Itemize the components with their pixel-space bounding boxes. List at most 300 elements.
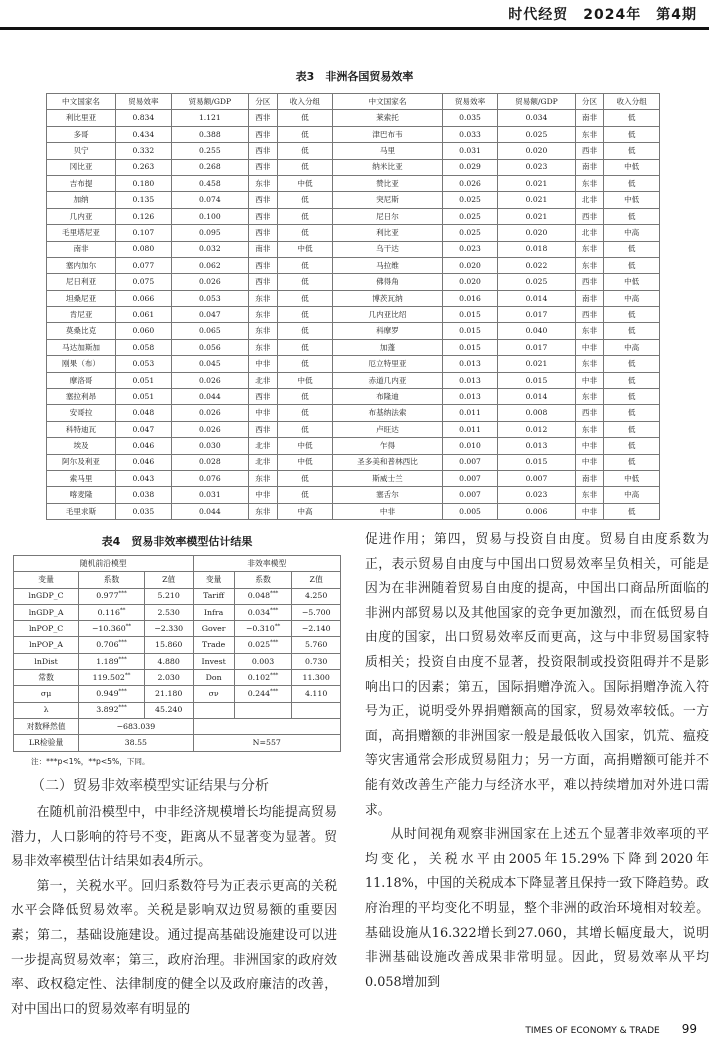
table3-caption: 表3 非洲各国贸易效率 xyxy=(295,70,414,83)
table3-cell: 科特迪瓦 xyxy=(47,421,116,437)
table3-cell: 0.100 xyxy=(171,208,248,224)
table3-cell: 低 xyxy=(277,356,333,372)
table3-header-cell: 分区 xyxy=(575,94,604,110)
table4-var-cell: σν xyxy=(193,686,234,702)
table3-cell: 贝宁 xyxy=(47,143,116,159)
table3-cell: 中低 xyxy=(604,274,660,290)
significance-stars: *** xyxy=(118,704,127,711)
table4-z-cell: −5.700 xyxy=(292,604,341,620)
table4-loglik-row xyxy=(14,718,341,734)
table3-cell: 博茨瓦纳 xyxy=(333,290,442,306)
table3-cell: 0.011 xyxy=(442,405,498,421)
table3-cell: 赤道几内亚 xyxy=(333,372,442,388)
table3-cell: 低 xyxy=(604,389,660,405)
table3-cell: 中低 xyxy=(277,454,333,470)
table3-cell: 低 xyxy=(604,503,660,519)
table3-cell: 0.126 xyxy=(116,208,172,224)
table3-cell: 0.061 xyxy=(116,307,172,323)
table3-cell: 中非 xyxy=(575,339,604,355)
table3-cell: 0.029 xyxy=(442,159,498,175)
table3-cell: 西非 xyxy=(248,159,277,175)
table3-cell: 加蓬 xyxy=(333,339,442,355)
table3-cell: 东非 xyxy=(575,421,604,437)
table3-cell: 西非 xyxy=(575,143,604,159)
table3 xyxy=(46,93,660,520)
table-row xyxy=(47,159,660,175)
table3-cell: 0.263 xyxy=(116,159,172,175)
table3-cell: 厄立特里亚 xyxy=(333,356,442,372)
table4-header-cell: Z值 xyxy=(292,572,341,588)
table3-cell: 低 xyxy=(604,405,660,421)
page-footer xyxy=(525,1022,697,1036)
table3-cell: 西非 xyxy=(575,208,604,224)
table4-var-cell: lnDist xyxy=(14,653,79,669)
table3-cell: 莱索托 xyxy=(333,110,442,126)
table3-cell: 中高 xyxy=(604,290,660,306)
table3-cell: 0.015 xyxy=(442,339,498,355)
table3-cell: 0.013 xyxy=(442,356,498,372)
table3-cell: 喀麦隆 xyxy=(47,487,116,503)
table3-cell: 0.044 xyxy=(171,503,248,519)
table3-header-cell: 贸易效率 xyxy=(116,94,172,110)
table3-cell: 低 xyxy=(277,110,333,126)
table3-cell: 圣多美和普林西比 xyxy=(333,454,442,470)
table3-cell: 南非 xyxy=(575,470,604,486)
table-row xyxy=(14,686,341,702)
table3-cell: 0.048 xyxy=(116,405,172,421)
table4-lr-label: LR检验量 xyxy=(14,735,79,751)
table3-cell: 东非 xyxy=(248,503,277,519)
table3-cell: 0.013 xyxy=(442,372,498,388)
table3-cell: 南非 xyxy=(575,110,604,126)
table4-empty-cell xyxy=(193,718,340,734)
table4-coef-cell: 0.949*** xyxy=(79,686,145,702)
significance-stars: ** xyxy=(125,623,132,630)
table3-cell: 0.268 xyxy=(171,159,248,175)
table3-cell: 0.065 xyxy=(171,323,248,339)
significance-stars: ** xyxy=(124,672,131,679)
table3-cell: 0.834 xyxy=(116,110,172,126)
table-row xyxy=(47,372,660,388)
table3-cell: 纳米比亚 xyxy=(333,159,442,175)
table3-cell: 东非 xyxy=(575,487,604,503)
table3-cell: 0.014 xyxy=(498,389,575,405)
table3-cell: 利比里亚 xyxy=(47,110,116,126)
running-header: 时代经贸 2024年 第4期 xyxy=(508,7,697,23)
table3-cell: 0.434 xyxy=(116,126,172,142)
table3-cell: 东非 xyxy=(575,241,604,257)
table3-cell: 0.026 xyxy=(171,372,248,388)
table3-cell: 0.022 xyxy=(498,257,575,273)
table3-cell: 南非 xyxy=(575,290,604,306)
table4-coef-cell: 0.977*** xyxy=(79,588,145,604)
table3-cell: 埃及 xyxy=(47,438,116,454)
table-row xyxy=(47,454,660,470)
table3-cell: 冈比亚 xyxy=(47,159,116,175)
table3-cell: 肯尼亚 xyxy=(47,307,116,323)
table3-cell: 中低 xyxy=(277,372,333,388)
table3-cell: 0.075 xyxy=(116,274,172,290)
table4-z-cell: 5.210 xyxy=(144,588,193,604)
table3-cell: 东非 xyxy=(248,339,277,355)
significance-stars: ** xyxy=(274,623,281,630)
table3-cell: 0.053 xyxy=(116,356,172,372)
table3-header-row xyxy=(47,94,660,110)
table-row xyxy=(47,192,660,208)
table3-cell: 坦桑尼亚 xyxy=(47,290,116,306)
table3-cell: 摩洛哥 xyxy=(47,372,116,388)
table3-cell: 低 xyxy=(604,257,660,273)
table3-cell: 低 xyxy=(277,257,333,273)
table3-cell: 刚果（布） xyxy=(47,356,116,372)
table3-cell: 0.043 xyxy=(116,470,172,486)
table3-cell: 0.012 xyxy=(498,421,575,437)
table3-cell: 0.017 xyxy=(498,307,575,323)
table3-cell: 西非 xyxy=(248,208,277,224)
table-row xyxy=(14,670,341,686)
body-paragraph: 第一，关税水平。回归系数符号为正表示更高的关税水平会降低贸易效率。关税是影响双边贸易额的重要因素；第二，基础设施建设。通过提高基础设施建设可以进一步提高贸易效率；第三，政府治理。非洲国家的政府效率、政权稳定性、法律制度的健全以及政府廉洁的改善，对中国出口的贸易效率有明显的 xyxy=(11,878,337,1017)
table4-z-cell: 5.760 xyxy=(292,637,341,653)
table3-cell: 0.021 xyxy=(498,192,575,208)
table3-cell: 东非 xyxy=(248,307,277,323)
table3-header-cell: 中文国家名 xyxy=(333,94,442,110)
table4-z-cell: −2.330 xyxy=(144,621,193,637)
table3-cell: 斯威士兰 xyxy=(333,470,442,486)
table-row xyxy=(47,356,660,372)
table3-cell: 0.007 xyxy=(442,487,498,503)
significance-stars: *** xyxy=(270,607,279,614)
table4-var-cell: λ xyxy=(14,702,79,718)
table3-cell: 0.020 xyxy=(442,274,498,290)
table3-cell: 低 xyxy=(604,438,660,454)
table3-cell: 0.028 xyxy=(171,454,248,470)
table3-cell: 0.015 xyxy=(498,372,575,388)
table4-var-cell: 常数 xyxy=(14,670,79,686)
table-row xyxy=(47,470,660,486)
table3-cell: 马达加斯加 xyxy=(47,339,116,355)
table3-cell: 0.023 xyxy=(498,159,575,175)
table3-cell: 低 xyxy=(277,470,333,486)
table3-cell: 低 xyxy=(277,126,333,142)
table4-header-cell: 系数 xyxy=(79,572,145,588)
table3-cell: 0.015 xyxy=(442,307,498,323)
table3-cell: 安哥拉 xyxy=(47,405,116,421)
table3-cell: 0.021 xyxy=(498,356,575,372)
table3-cell: 0.025 xyxy=(442,225,498,241)
table3-cell: 低 xyxy=(604,454,660,470)
table3-cell: 0.017 xyxy=(498,339,575,355)
table3-cell: 0.015 xyxy=(442,323,498,339)
table3-cell: 0.032 xyxy=(171,241,248,257)
table3-cell: 0.076 xyxy=(171,470,248,486)
table3-cell: 低 xyxy=(604,421,660,437)
table3-cell: 0.180 xyxy=(116,175,172,191)
table3-cell: 西非 xyxy=(248,274,277,290)
table3-cell: 多哥 xyxy=(47,126,116,142)
table3-cell: 0.025 xyxy=(442,192,498,208)
table3-cell: 0.047 xyxy=(171,307,248,323)
table3-cell: 0.020 xyxy=(498,143,575,159)
table-row xyxy=(47,290,660,306)
significance-stars: *** xyxy=(270,672,279,679)
table3-cell: 低 xyxy=(277,274,333,290)
table4-header-cell: 变量 xyxy=(193,572,234,588)
table4-lr-value: 38.55 xyxy=(79,735,193,751)
table4-loglik-label: 对数释然值 xyxy=(14,718,79,734)
table3-cell: 0.045 xyxy=(171,356,248,372)
table3-cell: 0.046 xyxy=(116,454,172,470)
table-row xyxy=(47,438,660,454)
significance-stars: *** xyxy=(118,590,127,597)
table4-var-cell: lnGDP_C xyxy=(14,588,79,604)
table-row xyxy=(47,323,660,339)
table4-loglik-value: −683.039 xyxy=(79,718,193,734)
table3-cell: 中高 xyxy=(604,225,660,241)
table4-var-cell: Infra xyxy=(193,604,234,620)
table3-cell: 南非 xyxy=(47,241,116,257)
table3-cell: 中非 xyxy=(575,454,604,470)
table3-cell: 东非 xyxy=(575,257,604,273)
table3-cell: 西非 xyxy=(248,143,277,159)
table3-cell: 0.021 xyxy=(498,208,575,224)
table3-cell: 0.014 xyxy=(498,290,575,306)
table3-cell: 佛得角 xyxy=(333,274,442,290)
table3-cell: 加纳 xyxy=(47,192,116,208)
table3-cell: 突尼斯 xyxy=(333,192,442,208)
table-row xyxy=(47,110,660,126)
table4-coef-cell: 0.003 xyxy=(234,653,292,669)
table3-cell: 几内亚 xyxy=(47,208,116,224)
table3-cell: 东非 xyxy=(248,175,277,191)
table3-cell: 赞比亚 xyxy=(333,175,442,191)
table4-lr-row xyxy=(14,735,341,751)
table4-z-cell: −2.140 xyxy=(292,621,341,637)
table3-cell: 布基纳法索 xyxy=(333,405,442,421)
table3-cell: 北非 xyxy=(248,372,277,388)
table4-z-cell: 21.180 xyxy=(144,686,193,702)
table3-cell: 东非 xyxy=(575,389,604,405)
table3-cell: 低 xyxy=(277,225,333,241)
table3-cell: 0.060 xyxy=(116,323,172,339)
table3-cell: 低 xyxy=(604,372,660,388)
table3-cell: 东非 xyxy=(575,356,604,372)
table3-header-cell: 贸易额/GDP xyxy=(171,94,248,110)
table3-cell: 西非 xyxy=(248,257,277,273)
table3-cell: 西非 xyxy=(575,274,604,290)
left-column xyxy=(11,801,337,1022)
table3-cell: 0.053 xyxy=(171,290,248,306)
table3-cell: 中高 xyxy=(277,503,333,519)
table3-cell: 中低 xyxy=(604,470,660,486)
table-row xyxy=(47,339,660,355)
table4-coef-cell: 1.189*** xyxy=(79,653,145,669)
table4-header-cell: Z值 xyxy=(144,572,193,588)
table4-coef-cell: 0.116** xyxy=(79,604,145,620)
table3-cell: 低 xyxy=(604,241,660,257)
table3-cell: 0.007 xyxy=(442,454,498,470)
table3-cell: 0.006 xyxy=(498,503,575,519)
table4-n-value: N=557 xyxy=(193,735,340,751)
table3-cell: 0.026 xyxy=(171,274,248,290)
table-row xyxy=(14,621,341,637)
table3-cell: 0.035 xyxy=(116,503,172,519)
table3-cell: 西非 xyxy=(575,307,604,323)
table-row xyxy=(47,143,660,159)
table3-cell: 低 xyxy=(604,143,660,159)
table4-z-cell: 45.240 xyxy=(144,702,193,718)
table3-cell: 塞拉利昂 xyxy=(47,389,116,405)
table3-cell: 中非 xyxy=(575,503,604,519)
table3-cell: 尼日尔 xyxy=(333,208,442,224)
table4-note: 注：***p<1%，**p<5%，下同。 xyxy=(31,757,150,766)
table4-z-cell: 15.860 xyxy=(144,637,193,653)
significance-stars: *** xyxy=(118,639,127,646)
table3-cell: 低 xyxy=(277,339,333,355)
table3-cell: 阿尔及利亚 xyxy=(47,454,116,470)
table3-cell: 0.025 xyxy=(498,274,575,290)
table4-group-sfa: 随机前沿模型 xyxy=(14,556,194,572)
table4-var-cell: lnPOP_C xyxy=(14,621,79,637)
table3-cell: 毛里塔尼亚 xyxy=(47,225,116,241)
significance-stars: *** xyxy=(270,590,279,597)
table3-cell: 西非 xyxy=(248,110,277,126)
table3-cell: 东非 xyxy=(248,323,277,339)
table3-cell: 0.038 xyxy=(116,487,172,503)
body-paragraph: 促进作用；第四，贸易与投资自由度。贸易自由度系数为正，表示贸易自由度与中国出口贸易效率呈负相关，可能是因为在非洲随着贸易自由度的提高，中国出口商品所面临的非洲内部贸易以及其他国家的竞争更加激烈，而在低贸易自由度的国家，出口贸易效率反而更高，这与中非贸易国家特质相关；投资自由度不显著，投资限制或投资阻碍并不是影响出口的因素；第五，国际捐赠净流入。国际捐赠净流入符号为正，说明受外界捐赠额高的国家，贸易效率较低。一方面，高捐赠额的非洲国家一般是最低收入国家，饥荒、瘟疫等灾害通常会形成贸易阻力；另一方面，高捐赠额可能并不能有效改善生产能力与经济水平，难以持续增加对外进口需求。 xyxy=(365,532,709,818)
table-row xyxy=(47,487,660,503)
table3-cell: 0.058 xyxy=(116,339,172,355)
table4-z-cell: 4.880 xyxy=(144,653,193,669)
table-row xyxy=(47,126,660,142)
table3-cell: 中高 xyxy=(604,487,660,503)
table3-cell: 中低 xyxy=(277,175,333,191)
table4-var-cell: lnPOP_A xyxy=(14,637,79,653)
table3-cell: 西非 xyxy=(248,225,277,241)
table3-cell: 0.011 xyxy=(442,421,498,437)
table3-cell: 塞舌尔 xyxy=(333,487,442,503)
significance-stars: *** xyxy=(270,639,279,646)
table4-z-cell xyxy=(292,702,341,718)
table3-cell: 尼日利亚 xyxy=(47,274,116,290)
table4-z-cell: 4.250 xyxy=(292,588,341,604)
table3-cell: 0.020 xyxy=(498,225,575,241)
significance-stars: *** xyxy=(118,655,127,662)
table3-cell: 低 xyxy=(604,126,660,142)
table3-cell: 北非 xyxy=(248,438,277,454)
table-row xyxy=(14,702,341,718)
table4-var-cell: Don xyxy=(193,670,234,686)
significance-stars: ** xyxy=(119,607,126,614)
table4-header-cell: 变量 xyxy=(14,572,79,588)
table4-coef-cell: 0.706*** xyxy=(79,637,145,653)
table3-cell: 中非 xyxy=(333,503,442,519)
table3-cell: 0.040 xyxy=(498,323,575,339)
table3-cell: 0.018 xyxy=(498,241,575,257)
table3-cell: 0.047 xyxy=(116,421,172,437)
table3-cell: 0.458 xyxy=(171,175,248,191)
table3-cell: 乍得 xyxy=(333,438,442,454)
table3-cell: 0.066 xyxy=(116,290,172,306)
table4-coef-cell: 119.502** xyxy=(79,670,145,686)
table3-cell: 0.007 xyxy=(442,470,498,486)
table4-z-cell: 0.730 xyxy=(292,653,341,669)
table3-cell: 0.013 xyxy=(498,438,575,454)
table3-cell: 0.020 xyxy=(442,257,498,273)
table3-cell: 0.031 xyxy=(442,143,498,159)
table4-z-cell: 2.030 xyxy=(144,670,193,686)
table-row xyxy=(47,257,660,273)
table4-var-cell: Invest xyxy=(193,653,234,669)
table3-cell: 北非 xyxy=(575,225,604,241)
table4-group-ineff: 非效率模型 xyxy=(193,556,340,572)
table3-cell: 0.026 xyxy=(442,175,498,191)
table3-cell: 低 xyxy=(277,159,333,175)
significance-stars: *** xyxy=(270,688,279,695)
table3-header-cell: 分区 xyxy=(248,94,277,110)
table3-cell: 中高 xyxy=(604,339,660,355)
table-row xyxy=(47,389,660,405)
table4-var-cell: lnGDP_A xyxy=(14,604,79,620)
table3-cell: 莫桑比克 xyxy=(47,323,116,339)
table4-coef-cell: 0.025*** xyxy=(234,637,292,653)
table3-cell: 0.030 xyxy=(171,438,248,454)
table-row xyxy=(47,208,660,224)
table3-cell: 中低 xyxy=(604,192,660,208)
table3-cell: 中非 xyxy=(575,372,604,388)
table3-cell: 0.025 xyxy=(498,126,575,142)
significance-stars: *** xyxy=(118,688,127,695)
table3-cell: 0.026 xyxy=(171,421,248,437)
table3-cell: 中非 xyxy=(248,405,277,421)
table3-cell: 0.051 xyxy=(116,389,172,405)
table3-cell: 东非 xyxy=(575,126,604,142)
table3-cell: 0.051 xyxy=(116,372,172,388)
table3-cell: 0.074 xyxy=(171,192,248,208)
table3-cell: 0.388 xyxy=(171,126,248,142)
table3-cell: 低 xyxy=(277,389,333,405)
table3-cell: 0.016 xyxy=(442,290,498,306)
table3-cell: 东非 xyxy=(248,290,277,306)
table-row xyxy=(14,588,341,604)
table3-cell: 低 xyxy=(604,356,660,372)
table3-cell: 乌干达 xyxy=(333,241,442,257)
section-title: （二）贸易非效率模型实证结果与分析 xyxy=(31,778,269,794)
table4-group-row xyxy=(14,556,341,572)
table3-cell: 低 xyxy=(604,307,660,323)
table3-cell: 0.007 xyxy=(498,470,575,486)
table3-cell: 0.023 xyxy=(442,241,498,257)
table3-cell: 0.095 xyxy=(171,225,248,241)
table3-cell: 津巴布韦 xyxy=(333,126,442,142)
table-row xyxy=(47,225,660,241)
footer-journal: TIMES OF ECONOMY & TRADE xyxy=(525,1026,660,1036)
table3-cell: 西非 xyxy=(575,405,604,421)
table3-cell: 几内亚比绍 xyxy=(333,307,442,323)
table3-cell: 塞内加尔 xyxy=(47,257,116,273)
table3-cell: 毛里求斯 xyxy=(47,503,116,519)
table3-cell: 利比亚 xyxy=(333,225,442,241)
table3-cell: 0.056 xyxy=(171,339,248,355)
table3-cell: 低 xyxy=(277,307,333,323)
table3-cell: 0.080 xyxy=(116,241,172,257)
table3-cell: 中非 xyxy=(248,356,277,372)
table3-cell: 索马里 xyxy=(47,470,116,486)
table3-cell: 低 xyxy=(277,290,333,306)
table3-cell: 0.332 xyxy=(116,143,172,159)
table3-cell: 南非 xyxy=(248,241,277,257)
table3-cell: 东非 xyxy=(575,323,604,339)
table3-cell: 北非 xyxy=(248,454,277,470)
